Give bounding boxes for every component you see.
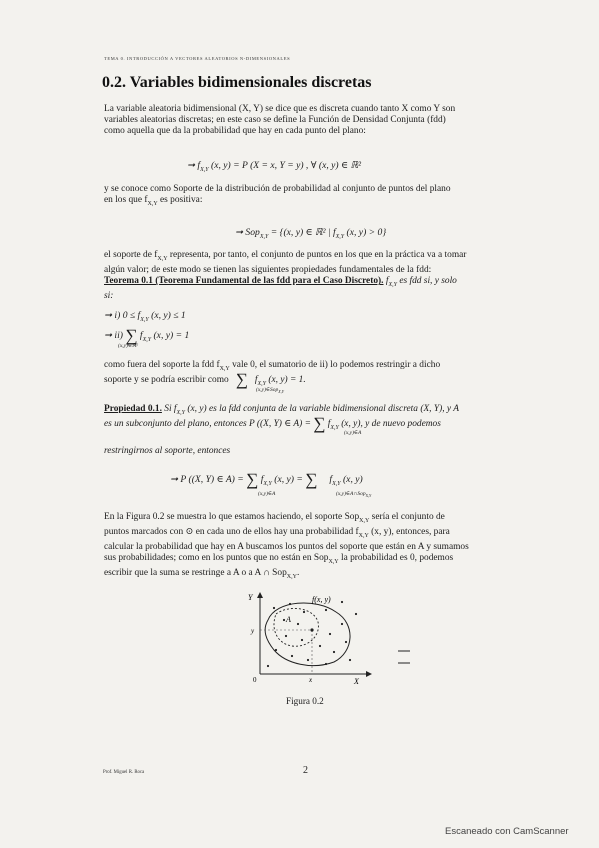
restricted-middle: (x, y) = <box>271 474 303 485</box>
property-ii-sub: X,Y <box>142 336 152 343</box>
support-line-2-rest: es positiva: <box>157 195 203 206</box>
property-01-line-2 <box>104 414 504 434</box>
property-01-label: Propiedad 0.1. <box>104 404 162 414</box>
figure-explanation-line-4 <box>104 553 504 568</box>
restriction-paragraph <box>104 360 504 390</box>
restriction-sum-index-sub: X,Y <box>278 389 284 395</box>
property-01-sum-index: (x,y)∈A <box>344 430 362 436</box>
figure-explanation-paragraph <box>104 512 504 584</box>
theorem-line-4: si: <box>104 291 114 302</box>
restriction-sigma: ∑ <box>235 370 248 390</box>
restriction-line-2 <box>104 370 504 390</box>
theorem-intro-text: el soporte de f <box>104 250 158 260</box>
figure-explanation-l5b: . <box>296 568 300 579</box>
theorem-sub: X,Y <box>388 282 397 289</box>
figure-explanation-l2b: (x, y), entonces, para <box>368 527 450 538</box>
figure-explanation-l5-sub: X,Y <box>286 574 297 581</box>
footer-author: Prof. Miguel R. Roca <box>103 770 145 775</box>
fdd-definition-formula <box>187 160 361 173</box>
property-ii-end: (x, y) = 1 <box>151 330 190 341</box>
property-01-f-sub: X,Y <box>330 424 339 431</box>
y-axis-arrow <box>257 592 263 598</box>
restricted-sigma-1: ∑ <box>246 470 259 489</box>
property-01-line-1 <box>104 404 504 419</box>
restriction-line-1-rest: vale 0, el sumatorio de ii) lo podemos restringir a dicho <box>229 360 441 370</box>
theorem-intro-line-2: algún valor; de este modo se tienen las siguientes propiedades fundamentales de la fdd: <box>104 265 432 276</box>
support-set-formula <box>235 227 386 240</box>
figure-0-2 <box>246 590 372 685</box>
figure-explanation-l4-sub: X,Y <box>328 559 339 566</box>
restricted-f-1-sub: X,Y <box>263 480 272 487</box>
figure-explanation-l1-sub: X,Y <box>359 517 370 524</box>
theorem-label: Teorema 0.1 (Teorema Fundamental de las fdd para el Caso Discreto). <box>104 276 384 287</box>
restricted-probability-formula <box>170 470 363 489</box>
property-01-line-3: restringirnos al soporte, entonces <box>104 446 231 457</box>
intro-paragraph <box>104 104 504 138</box>
theorem-intro-line-1 <box>104 250 504 265</box>
support-diagram <box>246 590 372 685</box>
fxy-label: f(x, y) <box>312 595 331 604</box>
restriction-line-1-sub: X,Y <box>219 365 230 372</box>
theorem-end: es fdd si, y solo <box>396 276 457 287</box>
intro-line-2: variables aleatorias discretas; en este caso se define la Función de Densidad Conjunta (fdd) <box>104 115 446 126</box>
restriction-line-1 <box>104 360 504 375</box>
fdd-subscript: X,Y <box>200 166 209 173</box>
restricted-end: (x, y) <box>340 474 363 485</box>
y-axis-label: Y <box>248 593 253 602</box>
figure-explanation-line-2 <box>104 527 504 542</box>
support-set-end: (x, y) > 0} <box>344 227 387 238</box>
y-tick-label: y <box>251 627 255 635</box>
restriction-line-1-text: como fuera del soporte la fdd f <box>104 360 220 370</box>
property-01-f: f <box>327 419 331 430</box>
figure-explanation-line-1 <box>104 512 504 527</box>
property-01-sub: X,Y <box>176 409 186 416</box>
support-set-middle: = {(x, y) ∈ ℝ² | f <box>268 227 336 238</box>
figure-explanation-l5: escribir que la suma se restringe a A o a A ∩ Sop <box>104 568 287 579</box>
set-a-label: A <box>286 615 291 624</box>
x-tick-label: x <box>309 676 313 684</box>
figure-explanation-l4: sus probabilidades; como en los puntos que no están en Sop <box>104 553 329 564</box>
property-ii-sum-index: (x,y)∈ℝ² <box>118 343 138 349</box>
property-ii-label: ➞ ii) <box>104 330 123 341</box>
property-01-rest: (x, y) es la fdd conjunta de la variable bidimensional discreta (X, Y), y A <box>185 404 459 414</box>
property-01-l2c: (x, y), y de nuevo podemos <box>338 419 441 430</box>
margin-arrows <box>396 648 416 668</box>
theorem-f: f <box>383 276 389 287</box>
figure-explanation-l1a: En la Figura 0.2 se muestra lo que estamos haciendo, el soporte Sop <box>104 512 360 522</box>
origin-label: 0 <box>253 676 257 684</box>
fdd-lhs: ➞ f <box>187 160 201 171</box>
support-line-2-sub: X,Y <box>147 201 158 208</box>
restricted-f-2: f <box>329 474 333 485</box>
restricted-sum-index-1: (x,y)∈A <box>258 491 276 497</box>
property-ii-f: f <box>139 330 143 341</box>
property-ii-sigma: ∑ <box>125 326 138 345</box>
restriction-f-sub: X,Y <box>257 380 267 387</box>
restriction-line-2-text: soporte y se podría escribir como <box>104 375 229 386</box>
support-line-2 <box>104 195 504 210</box>
restriction-end: (x, y) = 1. <box>266 375 306 386</box>
figure-explanation-l2: puntos marcados con ⊙ en cada uno de ellos hay una probabilidad f <box>104 527 359 538</box>
theorem-statement <box>104 276 504 291</box>
figure-explanation-l2-sub: X,Y <box>358 532 369 539</box>
restricted-sum-index-2-text: (x,y)∈A∩Sop <box>336 491 366 497</box>
intro-line-3: como aquella que da la probabilidad que hay en cada punto del plano: <box>104 126 366 137</box>
theorem-intro-sub: X,Y <box>157 255 168 262</box>
theorem-intro-rest: representa, por tanto, el conjunto de puntos en los que en la práctica va a tomar <box>167 250 467 260</box>
figure-explanation-line-3: calcular la probabilidad que hay en A buscamos los puntos del soporte que están en A y sumamos <box>104 542 469 553</box>
property-01-paragraph <box>104 404 504 457</box>
fdd-rhs: (x, y) = P (X = x, Y = y) , ∀ (x, y) ∈ ℝ² <box>211 160 361 171</box>
support-paragraph <box>104 184 504 210</box>
scanner-watermark: Escaneado con CamScanner <box>445 826 569 837</box>
restricted-f-2-sub: X,Y <box>332 480 341 487</box>
restricted-f-1: f <box>260 474 264 485</box>
property-01-l2a: es un subconjunto del plano, entonces P ((X, Y) ∈ A) = <box>104 419 311 430</box>
restriction-sum-index-text: (x,y)∈Sop <box>256 387 279 393</box>
property-i <box>104 310 186 323</box>
restriction-f: f <box>254 375 258 386</box>
property-i-text: ➞ i) 0 ≤ f <box>104 310 141 321</box>
x-axis-label: X <box>354 677 359 685</box>
property-ii <box>104 326 190 345</box>
restricted-sum-index-2-sub: X,Y <box>365 493 372 499</box>
restricted-lhs: ➞ P ((X, Y) ∈ A) = <box>170 474 244 485</box>
support-set-sub2: X,Y <box>335 233 345 240</box>
property-i-rest: (x, y) ≤ 1 <box>148 310 186 321</box>
margin-marks <box>396 648 416 671</box>
restricted-sum-index-2 <box>336 491 371 498</box>
figure-explanation-l1b: sería el conjunto de <box>369 512 445 522</box>
section-title: 0.2. Variables bidimensionales discretas <box>102 74 372 91</box>
page-number: 2 <box>303 765 308 776</box>
running-header: TEMA 0. INTRODUCCIÓN A VECTORES ALEATORIOS N-DIMENSIONALES <box>104 56 291 61</box>
support-set-sub: X,Y <box>259 233 269 240</box>
x-axis-arrow <box>366 671 372 677</box>
restriction-sum-index <box>256 387 284 394</box>
property-01-sigma: ∑ <box>313 414 326 434</box>
figure-explanation-line-5 <box>104 568 504 583</box>
restricted-sigma-2: ∑ <box>305 470 318 489</box>
theorem-paragraph <box>104 250 504 303</box>
intro-line-1: La variable aleatoria bidimensional (X, Y) se dice que es discreta cuando tanto X como Y son <box>104 104 456 114</box>
set-a-region <box>274 608 318 646</box>
support-line-2-text: en los que f <box>104 195 148 206</box>
figure-caption: Figura 0.2 <box>286 696 324 706</box>
property-i-sub: X,Y <box>140 316 149 323</box>
figure-explanation-l4b: la probabilidad es 0, podemos <box>338 553 454 564</box>
support-region <box>265 603 350 666</box>
support-set-lhs: ➞ Sop <box>235 227 260 238</box>
support-line-1: y se conoce como Soporte de la distribución de probabilidad al conjunto de puntos del plano <box>104 184 451 194</box>
property-01-si: Si f <box>161 404 177 414</box>
